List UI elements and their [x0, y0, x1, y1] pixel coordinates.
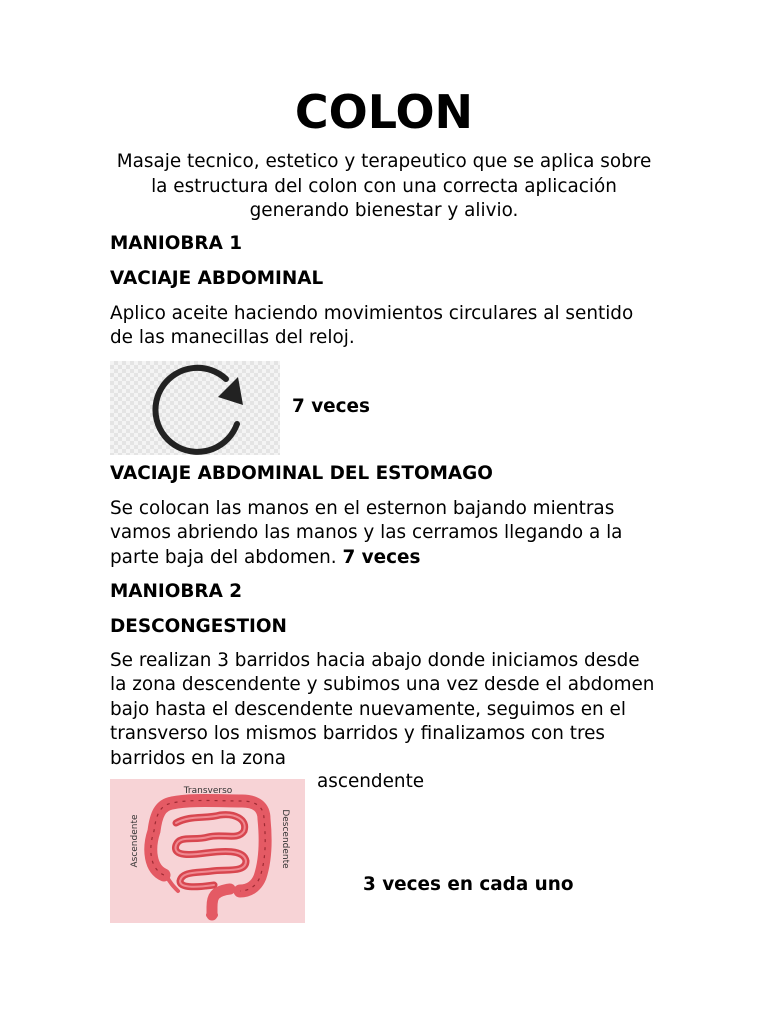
descongestion-text: Se realizan 3 barridos hacia abajo donde iniciamos desde la zona descendente y subimos una vez desde el abdomen bajo hasta el descendente nuevamente, seguimos en el transverso los mismos barridos y finalizamos con tres barridos en la zona	[110, 650, 655, 769]
clockwise-circular-arrow-icon	[110, 361, 280, 455]
clockwise-arrow-image	[110, 361, 280, 455]
vaciaje-abdominal-heading: VACIAJE ABDOMINAL	[110, 268, 324, 289]
vaciaje-abdominal-reps: 7 veces	[292, 396, 370, 417]
descongestion-heading: DESCONGESTION	[110, 616, 287, 637]
descongestion-reps: 3 veces en cada uno	[363, 874, 574, 895]
label-descendente: Descendente	[280, 809, 290, 869]
colon-illustration	[110, 779, 305, 923]
label-ascendente: Ascendente	[130, 814, 140, 868]
vaciaje-estomago-reps: 7 veces	[342, 546, 421, 568]
colon-diagram	[110, 779, 305, 923]
maniobra-1-label: MANIOBRA 1	[110, 233, 243, 254]
maniobra-2-label: MANIOBRA 2	[110, 581, 243, 602]
descongestion-text-tail: ascendente	[317, 771, 425, 792]
label-transverso: Transverso	[183, 786, 233, 796]
vaciaje-estomago-paragraph	[110, 497, 658, 570]
page-title: COLON	[294, 85, 474, 139]
vaciaje-estomago-text: Se colocan las manos en el esternon bajando mientras vamos abriendo las manos y las cerramos llegando a la parte baja del abdomen.	[110, 498, 623, 568]
vaciaje-estomago-heading: VACIAJE ABDOMINAL DEL ESTOMAGO	[110, 463, 493, 484]
vaciaje-abdominal-text: Aplico aceite haciendo movimientos circulares al sentido de las manecillas del reloj.	[110, 303, 634, 349]
intro-paragraph: Masaje tecnico, estetico y terapeutico que se aplica sobre la estructura del colon con una correcta aplicación generando bienestar y alivio.	[116, 151, 652, 221]
